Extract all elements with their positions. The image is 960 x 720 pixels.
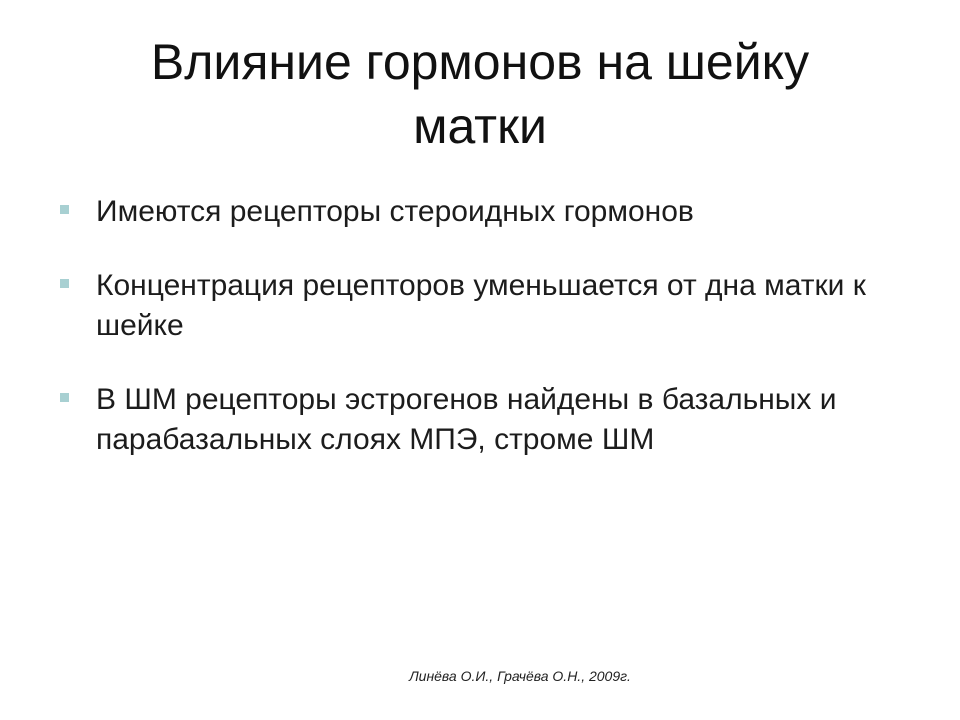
bullet-text: Имеются рецепторы стероидных гормонов xyxy=(96,195,694,228)
bullet-text: В ШМ рецепторы эстрогенов найдены в базальных и парабазальных слоях МПЭ, строме ШМ xyxy=(96,383,837,456)
square-bullet-icon xyxy=(60,279,69,288)
square-bullet-icon xyxy=(60,393,69,402)
bullet-item xyxy=(58,192,898,232)
bullet-list xyxy=(58,192,898,494)
slide-footer-citation: Линёва О.И., Грачёва О.Н., 2009г. xyxy=(409,668,631,684)
bullet-item xyxy=(58,266,898,346)
slide-title: Влияние гормонов на шейку матки xyxy=(150,34,810,154)
bullet-text: Концентрация рецепторов уменьшается от дна матки к шейке xyxy=(96,269,866,342)
bullet-item xyxy=(58,380,898,460)
square-bullet-icon xyxy=(60,205,69,214)
